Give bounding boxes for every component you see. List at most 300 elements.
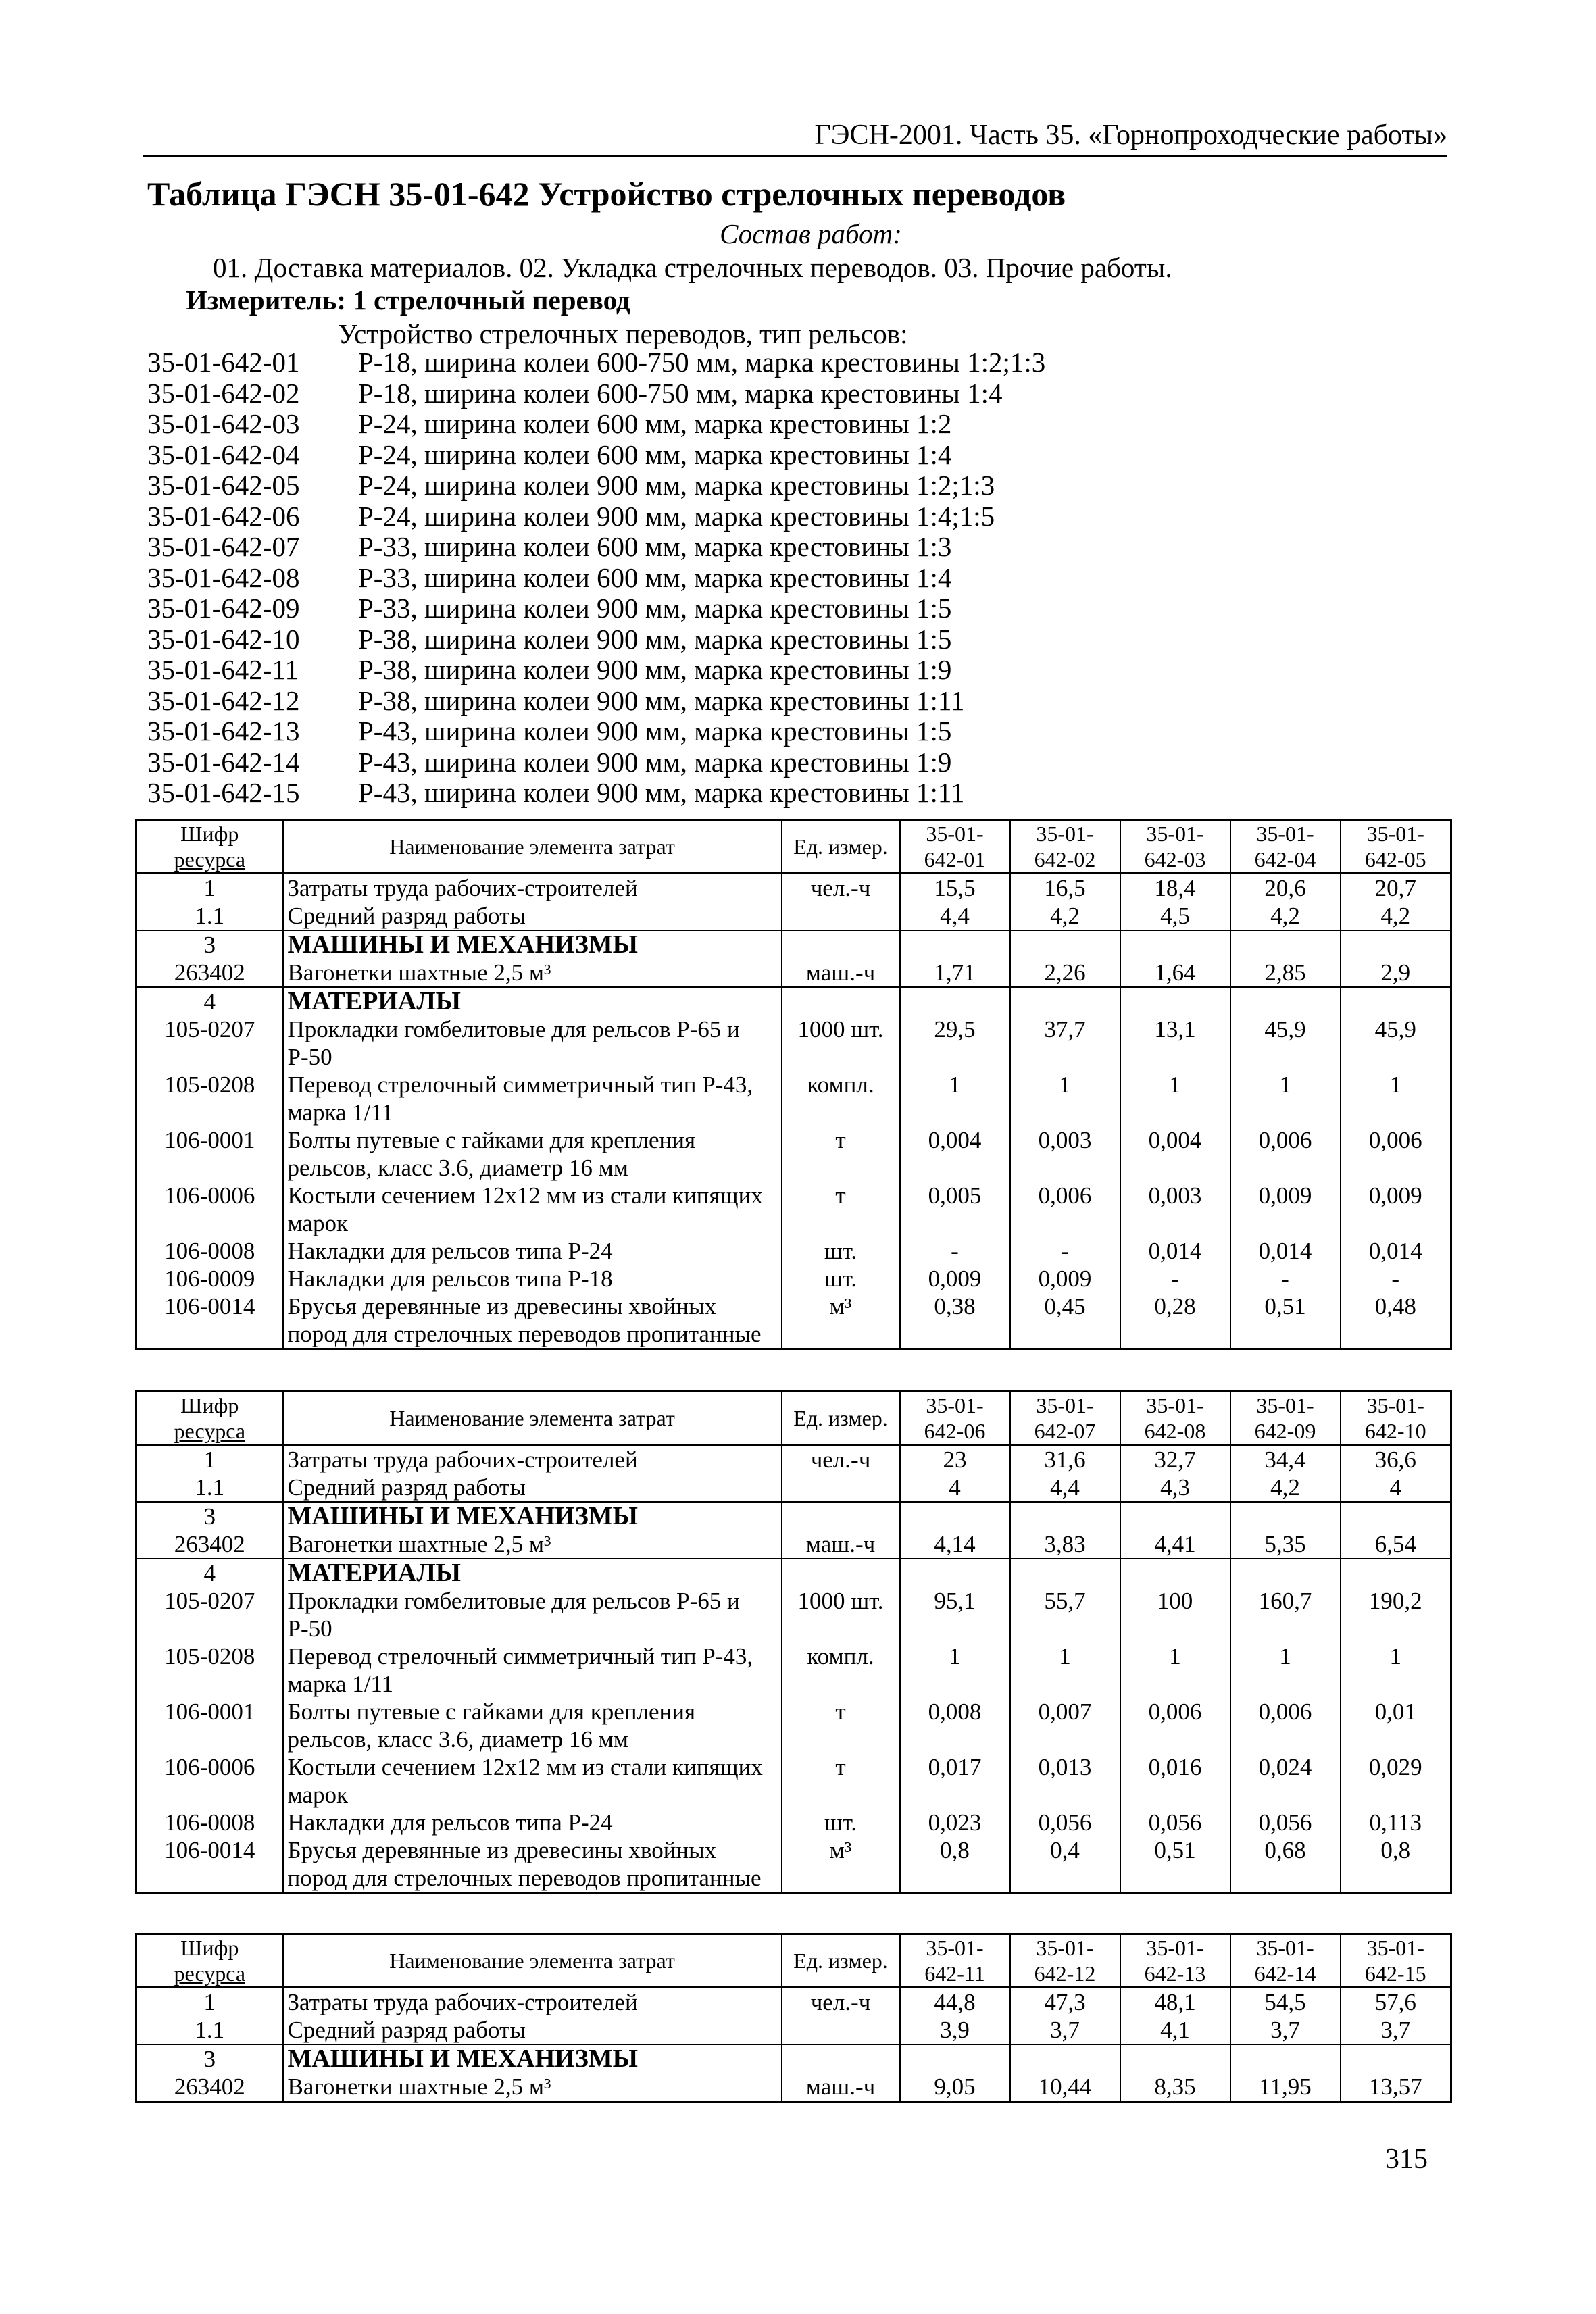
resource-unit-cell (782, 930, 900, 959)
resource-name-cell: Накладки для рельсов типа Р-24 (283, 1237, 782, 1265)
column-header-norm-line2: 642-05 (1364, 847, 1426, 872)
resource-name-cell: Брусья деревянные из древесины хвойных пород для стрелочных переводов пропитанные (283, 1292, 782, 1349)
resource-value-cell (1341, 2044, 1451, 2073)
resource-code-cell: 105-0208 (136, 1642, 283, 1698)
code-list-code: 35-01-642-05 (147, 470, 300, 501)
resource-name-cell: МАШИНЫ И МЕХАНИЗМЫ (283, 2044, 782, 2073)
column-header-code-line1: Шифр (180, 822, 239, 846)
resource-code-cell: 263402 (136, 1530, 283, 1559)
resource-unit-cell: шт. (782, 1809, 900, 1836)
resource-value-cell: - (1010, 1237, 1120, 1265)
resource-value-cell: 0,68 (1230, 1836, 1341, 1893)
resource-value-cell: 6,54 (1341, 1530, 1451, 1559)
code-list-description: Р-24, ширина колеи 900 мм, марка крестовины 1:4;1:5 (358, 500, 995, 532)
column-header-code (136, 1392, 283, 1445)
resource-value-cell: 3,7 (1341, 2016, 1451, 2044)
code-list-code: 35-01-642-14 (147, 746, 300, 778)
column-header-norm (900, 1392, 1010, 1445)
resource-unit-cell (782, 1474, 900, 1502)
resource-value-cell: 9,05 (900, 2073, 1010, 2102)
resource-value-cell: 0,029 (1341, 1753, 1451, 1809)
resource-code-cell: 106-0001 (136, 1698, 283, 1753)
resource-value-cell: 0,009 (1010, 1265, 1120, 1292)
column-header-norm (1341, 820, 1451, 874)
resource-unit-cell: т (782, 1753, 900, 1809)
code-list-item (147, 440, 1045, 471)
resource-value-cell: 0,005 (900, 1182, 1010, 1237)
resource-value-cell: 0,017 (900, 1753, 1010, 1809)
code-list-code: 35-01-642-09 (147, 593, 300, 624)
resource-value-cell: 32,7 (1120, 1445, 1230, 1474)
resource-unit-cell: м³ (782, 1836, 900, 1893)
resource-value-cell: 13,57 (1341, 2073, 1451, 2102)
table-row (136, 1698, 1451, 1753)
resource-value-cell: 55,7 (1010, 1587, 1120, 1642)
table-row (136, 1071, 1451, 1126)
resource-value-cell: 45,9 (1341, 1015, 1451, 1071)
work-composition-text: 01. Доставка материалов. 02. Укладка стрелочных переводов. 03. Прочие работы. (213, 252, 1172, 283)
resource-code-cell: 106-0006 (136, 1182, 283, 1237)
table-row (136, 1642, 1451, 1698)
code-list-description: Р-43, ширина колеи 900 мм, марка крестовины 1:9 (358, 746, 952, 778)
resource-value-cell: 1 (900, 1642, 1010, 1698)
resource-value-cell: 4,2 (1341, 902, 1451, 930)
column-header-code-line2: ресурса (174, 1961, 246, 1986)
resource-value-cell: 20,7 (1341, 874, 1451, 903)
column-header-norm (1230, 1392, 1341, 1445)
resource-value-cell (1230, 987, 1341, 1015)
resource-value-cell: 4,3 (1120, 1474, 1230, 1502)
column-header-unit: Ед. измер. (782, 820, 900, 874)
resource-name-cell: Брусья деревянные из древесины хвойных пород для стрелочных переводов пропитанные (283, 1836, 782, 1893)
resource-name-cell: Прокладки гомбелитовые для рельсов Р-65 и Р-50 (283, 1015, 782, 1071)
resource-value-cell: 0,013 (1010, 1753, 1120, 1809)
table-row (136, 874, 1451, 903)
resource-value-cell: 4,2 (1230, 902, 1341, 930)
resource-value-cell (900, 1559, 1010, 1587)
resource-value-cell (1230, 1559, 1341, 1587)
resource-code-cell: 1.1 (136, 2016, 283, 2044)
resource-value-cell: 0,008 (900, 1698, 1010, 1753)
table-row (136, 1445, 1451, 1474)
resource-value-cell: 1,71 (900, 959, 1010, 987)
resource-value-cell: 0,006 (1120, 1698, 1230, 1753)
column-header-norm (1010, 1934, 1120, 1988)
resource-value-cell: 0,003 (1010, 1126, 1120, 1182)
resource-value-cell (900, 987, 1010, 1015)
resource-value-cell: 0,006 (1010, 1182, 1120, 1237)
resource-value-cell (1120, 1559, 1230, 1587)
table-row (136, 2016, 1451, 2044)
resource-value-cell: 0,006 (1341, 1126, 1451, 1182)
table-row (136, 1237, 1451, 1265)
resource-unit-cell: шт. (782, 1237, 900, 1265)
resource-unit-cell: чел.-ч (782, 1445, 900, 1474)
column-header-norm-line2: 642-09 (1254, 1419, 1316, 1443)
resource-code-cell: 1.1 (136, 1474, 283, 1502)
resource-value-cell: 95,1 (900, 1587, 1010, 1642)
section-row (136, 1502, 1451, 1530)
resource-value-cell: 1 (1230, 1071, 1341, 1126)
resource-value-cell: 0,024 (1230, 1753, 1341, 1809)
resource-code-cell: 1.1 (136, 902, 283, 930)
resource-unit-cell (782, 902, 900, 930)
resource-unit-cell (782, 2044, 900, 2073)
resource-unit-cell: компл. (782, 1071, 900, 1126)
resource-value-cell: 3,83 (1010, 1530, 1120, 1559)
resource-value-cell: 0,023 (900, 1809, 1010, 1836)
resource-value-cell: 1 (1341, 1642, 1451, 1698)
resource-value-cell: 48,1 (1120, 1988, 1230, 2017)
resource-value-cell: 0,45 (1010, 1292, 1120, 1349)
code-list-description: Р-43, ширина колеи 900 мм, марка крестовины 1:5 (358, 715, 952, 747)
resource-value-cell: 1 (900, 1071, 1010, 1126)
resource-value-cell: 11,95 (1230, 2073, 1341, 2102)
column-header-unit: Ед. измер. (782, 1934, 900, 1988)
resource-unit-cell (782, 2016, 900, 2044)
code-list-item (147, 593, 1045, 624)
column-header-norm-line1: 35-01- (1366, 1393, 1424, 1417)
resource-value-cell: 54,5 (1230, 1988, 1341, 2017)
resource-value-cell: 0,8 (1341, 1836, 1451, 1893)
resource-code-cell: 106-0014 (136, 1836, 283, 1893)
resource-code-cell: 105-0208 (136, 1071, 283, 1126)
code-list-code: 35-01-642-11 (147, 654, 299, 685)
resource-value-cell: 1 (1120, 1642, 1230, 1698)
column-header-name: Наименование элемента затрат (283, 1392, 782, 1445)
resource-value-cell: 31,6 (1010, 1445, 1120, 1474)
resource-code-cell: 263402 (136, 2073, 283, 2102)
resource-name-cell: Средний разряд работы (283, 2016, 782, 2044)
resource-value-cell: 0,004 (1120, 1126, 1230, 1182)
resource-unit-cell: чел.-ч (782, 1988, 900, 2017)
resource-unit-cell: маш.-ч (782, 1530, 900, 1559)
resource-unit-cell (782, 1502, 900, 1530)
column-header-norm-line2: 642-07 (1034, 1419, 1096, 1443)
running-header: ГЭСН-2001. Часть 35. «Горнопроходческие работы» (143, 116, 1447, 157)
table-row (136, 1265, 1451, 1292)
column-header-norm (900, 820, 1010, 874)
column-header-norm-line2: 642-08 (1144, 1419, 1206, 1443)
resource-value-cell: 0,01 (1341, 1698, 1451, 1753)
code-list-item (147, 501, 1045, 532)
resource-name-cell: Затраты труда рабочих-строителей (283, 1445, 782, 1474)
resource-value-cell: 0,38 (900, 1292, 1010, 1349)
column-header-name: Наименование элемента затрат (283, 820, 782, 874)
resource-code-cell: 1 (136, 874, 283, 903)
column-header-norm-line1: 35-01- (926, 1936, 984, 1960)
code-list-item (147, 686, 1045, 717)
table-row (136, 1015, 1451, 1071)
code-list-description: Р-43, ширина колеи 900 мм, марка крестовины 1:11 (358, 777, 965, 808)
resource-value-cell: 4,4 (1010, 1474, 1120, 1502)
resource-value-cell (1120, 1502, 1230, 1530)
table-row (136, 1988, 1451, 2017)
code-list-description: Р-18, ширина колеи 600-750 мм, марка крестовины 1:4 (358, 377, 1003, 409)
resource-value-cell: 44,8 (900, 1988, 1010, 2017)
column-header-norm (1341, 1392, 1451, 1445)
resource-unit-cell: маш.-ч (782, 2073, 900, 2102)
column-header-norm-line1: 35-01- (1256, 1393, 1314, 1417)
resource-code-cell: 106-0006 (136, 1753, 283, 1809)
resource-value-cell: 0,8 (900, 1836, 1010, 1893)
resource-value-cell: 4,41 (1120, 1530, 1230, 1559)
code-list-description: Р-38, ширина колеи 900 мм, марка крестовины 1:9 (358, 654, 952, 685)
resource-code-cell: 106-0008 (136, 1237, 283, 1265)
table-row (136, 1182, 1451, 1237)
resource-value-cell: 160,7 (1230, 1587, 1341, 1642)
resource-value-cell: 36,6 (1341, 1445, 1451, 1474)
resource-value-cell (1010, 2044, 1120, 2073)
resource-name-cell: Болты путевые с гайками для крепления рельсов, класс 3.6, диаметр 16 мм (283, 1126, 782, 1182)
resource-name-cell: Костыли сечением 12х12 мм из стали кипящих марок (283, 1753, 782, 1809)
table-row (136, 1474, 1451, 1502)
column-header-norm (900, 1934, 1010, 1988)
resource-value-cell: 2,9 (1341, 959, 1451, 987)
resource-value-cell (900, 1502, 1010, 1530)
resource-value-cell: 34,4 (1230, 1445, 1341, 1474)
column-header-norm (1120, 1934, 1230, 1988)
resource-value-cell: 57,6 (1341, 1988, 1451, 2017)
resource-value-cell: - (1120, 1265, 1230, 1292)
code-list-item (147, 747, 1045, 778)
resource-unit-cell: шт. (782, 1265, 900, 1292)
column-header-norm-line2: 642-02 (1034, 847, 1096, 872)
resource-value-cell: 0,51 (1120, 1836, 1230, 1893)
column-header-norm-line1: 35-01- (1146, 1393, 1204, 1417)
column-header-norm-line2: 642-11 (924, 1961, 985, 1986)
resource-name-cell: Накладки для рельсов типа Р-18 (283, 1265, 782, 1292)
column-header-norm (1230, 820, 1341, 874)
code-list-description: Р-18, ширина колеи 600-750 мм, марка крестовины 1:2;1:3 (358, 347, 1046, 378)
column-header-code (136, 1934, 283, 1988)
resource-unit-cell: т (782, 1126, 900, 1182)
code-list-code: 35-01-642-03 (147, 408, 300, 439)
resource-value-cell: 0,006 (1230, 1126, 1341, 1182)
column-header-norm-line1: 35-01- (1036, 822, 1094, 846)
resource-code-cell: 4 (136, 987, 283, 1015)
resource-value-cell: 13,1 (1120, 1015, 1230, 1071)
table-title: Таблица ГЭСН 35-01-642 Устройство стрелочных переводов (147, 175, 1066, 213)
page-number: 315 (1385, 2144, 1428, 2175)
resource-unit-cell: 1000 шт. (782, 1015, 900, 1071)
resource-value-cell: 4,2 (1010, 902, 1120, 930)
resource-code-cell: 4 (136, 1559, 283, 1587)
resource-value-cell: 3,7 (1230, 2016, 1341, 2044)
resource-value-cell (900, 930, 1010, 959)
table-row (136, 1530, 1451, 1559)
column-header-norm-line1: 35-01- (1146, 822, 1204, 846)
code-list-description: Р-24, ширина колеи 900 мм, марка крестовины 1:2;1:3 (358, 470, 995, 501)
resource-value-cell: 47,3 (1010, 1988, 1120, 2017)
table-row (136, 1836, 1451, 1893)
resource-value-cell: 4,2 (1230, 1474, 1341, 1502)
resource-value-cell: 190,2 (1341, 1587, 1451, 1642)
column-header-norm-line2: 642-12 (1034, 1961, 1096, 1986)
column-header-norm-line1: 35-01- (926, 1393, 984, 1417)
code-list-item (147, 378, 1045, 409)
resource-table-2 (135, 1390, 1452, 1894)
code-list-code: 35-01-642-07 (147, 531, 300, 562)
code-list-code: 35-01-642-01 (147, 347, 300, 378)
resource-value-cell: 45,9 (1230, 1015, 1341, 1071)
column-header-name: Наименование элемента затрат (283, 1934, 782, 1988)
code-list-item (147, 409, 1045, 440)
table-header-row (136, 1392, 1451, 1445)
resource-value-cell: 0,056 (1010, 1809, 1120, 1836)
resource-value-cell (1341, 1502, 1451, 1530)
code-list-description: Р-24, ширина колеи 600 мм, марка крестовины 1:2 (358, 408, 952, 439)
resource-name-cell: МАШИНЫ И МЕХАНИЗМЫ (283, 1502, 782, 1530)
column-header-norm-line2: 642-14 (1254, 1961, 1316, 1986)
column-header-norm-line1: 35-01- (1256, 1936, 1314, 1960)
resource-value-cell: 4 (900, 1474, 1010, 1502)
resource-table-1 (135, 819, 1452, 1350)
resource-name-cell: МАТЕРИАЛЫ (283, 1559, 782, 1587)
resource-value-cell: 1 (1010, 1071, 1120, 1126)
resource-value-cell: 5,35 (1230, 1530, 1341, 1559)
resource-value-cell: 4,5 (1120, 902, 1230, 930)
resource-value-cell: 1 (1230, 1642, 1341, 1698)
resource-name-cell: МАТЕРИАЛЫ (283, 987, 782, 1015)
resource-code-cell: 106-0001 (136, 1126, 283, 1182)
resource-value-cell: 0,014 (1120, 1237, 1230, 1265)
column-header-norm-line1: 35-01- (1256, 822, 1314, 846)
column-header-norm-line1: 35-01- (1036, 1393, 1094, 1417)
resource-value-cell: 4,4 (900, 902, 1010, 930)
column-header-norm (1230, 1934, 1341, 1988)
resource-value-cell (1120, 987, 1230, 1015)
code-list-item (147, 778, 1045, 809)
column-header-norm (1120, 820, 1230, 874)
resource-value-cell (900, 2044, 1010, 2073)
resource-value-cell: 0,056 (1230, 1809, 1341, 1836)
resource-value-cell: 0,016 (1120, 1753, 1230, 1809)
column-header-norm (1120, 1392, 1230, 1445)
code-list-description: Р-24, ширина колеи 600 мм, марка крестовины 1:4 (358, 438, 952, 470)
resource-value-cell: - (1230, 1265, 1341, 1292)
column-header-norm (1010, 1392, 1120, 1445)
code-list-item (147, 655, 1045, 686)
resource-value-cell: 18,4 (1120, 874, 1230, 903)
resource-value-cell: 0,009 (1230, 1182, 1341, 1237)
resource-code-cell: 106-0008 (136, 1809, 283, 1836)
resource-name-cell: Вагонетки шахтные 2,5 м³ (283, 959, 782, 987)
resource-unit-cell: м³ (782, 1292, 900, 1349)
table-row (136, 959, 1451, 987)
resource-code-cell: 263402 (136, 959, 283, 987)
section-row (136, 987, 1451, 1015)
code-list-item (147, 716, 1045, 747)
resource-table-3 (135, 1933, 1452, 2103)
resource-value-cell: 2,26 (1010, 959, 1120, 987)
resource-value-cell: 0,009 (900, 1265, 1010, 1292)
column-header-norm-line1: 35-01- (1036, 1936, 1094, 1960)
resource-value-cell: 0,009 (1341, 1182, 1451, 1237)
resource-value-cell (1341, 1559, 1451, 1587)
resource-value-cell: 1 (1341, 1071, 1451, 1126)
resource-name-cell: МАШИНЫ И МЕХАНИЗМЫ (283, 930, 782, 959)
table-row (136, 1587, 1451, 1642)
code-list-item (147, 563, 1045, 594)
resource-value-cell: 29,5 (900, 1015, 1010, 1071)
work-composition-label: Состав работ: (720, 218, 902, 249)
resource-code-cell: 3 (136, 930, 283, 959)
resource-code-cell: 106-0009 (136, 1265, 283, 1292)
resource-unit-cell: компл. (782, 1642, 900, 1698)
column-header-norm-line1: 35-01- (1366, 1936, 1424, 1960)
resource-name-cell: Затраты труда рабочих-строителей (283, 1988, 782, 2017)
resource-value-cell: 1,64 (1120, 959, 1230, 987)
column-header-norm-line2: 642-03 (1144, 847, 1206, 872)
resource-value-cell: - (900, 1237, 1010, 1265)
resource-unit-cell: чел.-ч (782, 874, 900, 903)
code-list-code: 35-01-642-12 (147, 684, 300, 716)
resource-value-cell: 23 (900, 1445, 1010, 1474)
resource-name-cell: Перевод стрелочный симметричный тип Р-43, марка 1/11 (283, 1071, 782, 1126)
column-header-code-line2: ресурса (174, 847, 246, 872)
code-list-code: 35-01-642-04 (147, 438, 300, 470)
resource-name-cell: Вагонетки шахтные 2,5 м³ (283, 2073, 782, 2102)
resource-name-cell: Средний разряд работы (283, 1474, 782, 1502)
code-list-code: 35-01-642-10 (147, 623, 300, 655)
resource-value-cell (1230, 2044, 1341, 2073)
column-header-norm-line2: 642-15 (1364, 1961, 1426, 1986)
resource-value-cell: 0,007 (1010, 1698, 1120, 1753)
column-header-norm-line2: 642-06 (924, 1419, 986, 1443)
code-list-code: 35-01-642-02 (147, 377, 300, 409)
column-header-norm-line2: 642-13 (1144, 1961, 1206, 1986)
codes-intro: Устройство стрелочных переводов, тип рельсов: (338, 318, 908, 349)
resource-name-cell: Вагонетки шахтные 2,5 м³ (283, 1530, 782, 1559)
code-list-description: Р-33, ширина колеи 600 мм, марка крестовины 1:3 (358, 531, 952, 562)
resource-value-cell: 4,14 (900, 1530, 1010, 1559)
resource-value-cell: 15,5 (900, 874, 1010, 903)
resource-value-cell: 37,7 (1010, 1015, 1120, 1071)
code-list-description: Р-33, ширина колеи 600 мм, марка крестовины 1:4 (358, 561, 952, 593)
section-row (136, 930, 1451, 959)
column-header-norm-line2: 642-04 (1254, 847, 1316, 872)
table-row (136, 1126, 1451, 1182)
resource-unit-cell (782, 987, 900, 1015)
code-list-item (147, 532, 1045, 563)
resource-value-cell: 0,014 (1341, 1237, 1451, 1265)
table-row (136, 1809, 1451, 1836)
resource-value-cell: 2,85 (1230, 959, 1341, 987)
table-header-row (136, 1934, 1451, 1988)
table-row (136, 1753, 1451, 1809)
resource-unit-cell (782, 1559, 900, 1587)
resource-name-cell: Средний разряд работы (283, 902, 782, 930)
resource-code-cell: 1 (136, 1445, 283, 1474)
resource-value-cell: 3,7 (1010, 2016, 1120, 2044)
table-row (136, 1292, 1451, 1349)
resource-value-cell: 0,28 (1120, 1292, 1230, 1349)
resource-value-cell: 4,1 (1120, 2016, 1230, 2044)
resource-value-cell (1010, 1559, 1120, 1587)
resource-value-cell (1341, 987, 1451, 1015)
resource-value-cell: 10,44 (1010, 2073, 1120, 2102)
resource-code-cell: 3 (136, 1502, 283, 1530)
table-row (136, 902, 1451, 930)
resource-name-cell: Затраты труда рабочих-строителей (283, 874, 782, 903)
code-list-code: 35-01-642-08 (147, 561, 300, 593)
column-header-norm-line1: 35-01- (1366, 822, 1424, 846)
measure-unit: Измеритель: 1 стрелочный перевод (186, 284, 630, 316)
resource-value-cell: 8,35 (1120, 2073, 1230, 2102)
table-header-row (136, 820, 1451, 874)
resource-value-cell: 0,113 (1341, 1809, 1451, 1836)
